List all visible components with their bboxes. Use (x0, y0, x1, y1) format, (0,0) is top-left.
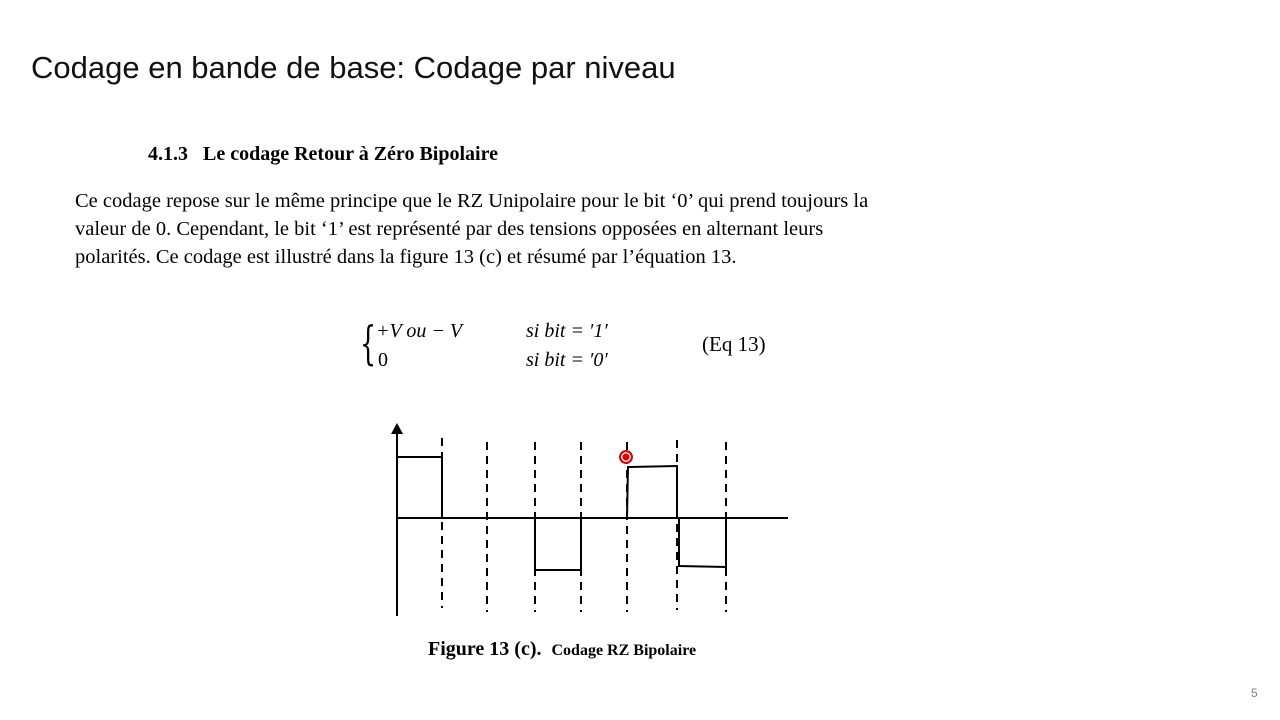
pointer-highlight-icon (619, 450, 633, 464)
caption-main: Figure 13 (c). (428, 638, 542, 660)
paragraph-line: polarités. Ce codage est illustré dans la figure 13 (c) et résumé par l’équation 13. (75, 246, 737, 268)
eq-case2-value: 0 (378, 349, 388, 371)
section-heading (148, 143, 498, 166)
equation-label: (Eq 13) (702, 332, 766, 356)
bit-boundaries (442, 438, 726, 612)
body-paragraph (75, 187, 868, 271)
rz-bipolar-figure (385, 420, 795, 625)
eq-case2-condition: si bit = ′0′ (526, 349, 608, 371)
axis-arrow-icon (391, 423, 403, 434)
figure-caption (428, 638, 696, 661)
signal-diagram (385, 420, 795, 620)
caption-sub: Codage RZ Bipolaire (551, 642, 697, 659)
brace-symbol: { (360, 316, 377, 370)
eq-case1-condition: si bit = ′1′ (526, 320, 608, 342)
paragraph-line: Ce codage repose sur le même principe que le RZ Unipolaire pour le bit ‘0’ qui prend toujours la (75, 190, 869, 212)
page-number: 5 (1251, 686, 1258, 700)
section-number: 4.1.3 (148, 143, 188, 165)
slide-title: Codage en bande de base: Codage par niveau (31, 50, 676, 85)
paragraph-line: valeur de 0. Cependant, le bit ‘1’ est représenté par des tensions opposées en alternant leurs (75, 218, 824, 240)
section-title: Le codage Retour à Zéro Bipolaire (203, 143, 498, 165)
eq-case1-value: +V ou − V (376, 320, 463, 342)
